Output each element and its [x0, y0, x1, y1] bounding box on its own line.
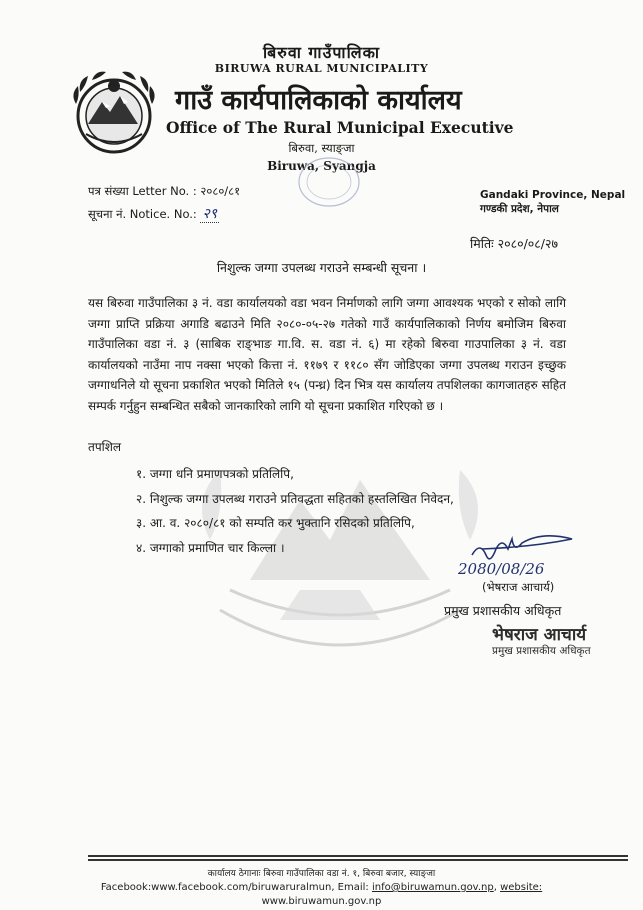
office-name-english: Office of The Rural Municipal Executive: [166, 118, 514, 137]
office-seal-icon: [296, 155, 362, 209]
list-item: ३. आ. व. २०८०/८१ को सम्पति कर भुक्तानि रसिदको प्रतिलिपि,: [136, 516, 415, 530]
signature-date: 2080/08/26: [458, 560, 545, 578]
footer-website-link[interactable]: www.biruwamun.gov.np: [261, 896, 382, 907]
letter-no-label: पत्र संख्या Letter No. :: [88, 184, 197, 198]
signatory-title: प्रमुख प्रशासकीय अधिकृत: [444, 603, 562, 618]
footer-facebook: Facebook:www.facebook.com/biruwaruralmun, Email:: [100, 882, 372, 893]
letter-reference-block: [88, 180, 240, 226]
province-nepali: गण्डकी प्रदेश, नेपाल: [480, 203, 559, 215]
municipality-name-nepali: बिरुवा गाउँपालिका: [262, 43, 381, 62]
letter-no-value: २०८०/८१: [200, 184, 241, 198]
list-item: १. जग्गा धनि प्रमाणपत्रको प्रतिलिपि,: [136, 467, 294, 481]
footer-contact: Facebook:www.facebook.com/biruwaruralmun, Email: info@biruwamun.gov.np, website:: [100, 882, 543, 893]
list-item: २. निशुल्क जग्गा उपलब्ध गराउने प्रतिवद्धता सहितको हस्तलिखित निवेदन,: [136, 491, 454, 506]
footer-email-link[interactable]: info@biruwamun.gov.np: [371, 882, 494, 893]
place-english: Biruwa, Syangja: [267, 159, 376, 173]
notice-date: मितिः २०८०/०८/२७: [470, 236, 558, 251]
stamp-signatory-title: प्रमुख प्रशासकीय अधिकृत: [492, 645, 591, 657]
office-name-nepali: गाउँ कार्यपालिकाको कार्यालय: [175, 85, 462, 116]
place-nepali: बिरुवा, स्याङ्जा: [288, 141, 355, 155]
notice-body: [88, 293, 566, 417]
footer-divider: [88, 859, 628, 861]
notice-no-value: २९: [202, 206, 218, 222]
footer-address: कार्यालय ठेगानाः बिरुवा गाउँपालिका वडा नं. १, बिरुवा बजार, स्याङ्जा: [207, 869, 436, 879]
signatory-name: (भेषराज आचार्य): [482, 580, 555, 594]
province-english: Gandaki Province, Nepal: [480, 189, 626, 201]
tapasil-label: तपशिल: [88, 440, 122, 454]
province-block: [480, 188, 625, 216]
municipality-name-english: BIRUWA RURAL MUNICIPALITY: [214, 62, 429, 75]
list-item: ४. जग्गाको प्रमाणित चार किल्ला ।: [136, 540, 285, 555]
footer-divider: [88, 855, 628, 857]
stamp-signatory-name: भेषराज आचार्य: [492, 625, 587, 645]
notice-body-paragraph: यस बिरुवा गाउँपालिका ३ नं. वडा कार्यालयको वडा भवन निर्माणको लागि जग्गा आवश्यक भएको र सोको लागि जग्गा प्राप्ति प्रक्रिया अगाडि बढाउने मिति २०८०-०५-२७ गतेको गाउँ कार्यपालिकाको निर्णय बमोजिम बिरुवा गाउँपालिका वडा नं. ३ (साबिक राङ्भाङ गा.वि. स. वडा नं. ६) मा रहेको बिरुवा गाउपालिका ३ नं. वडा कार्यालयको नाउँमा नाप नक्सा भएको कित्ता नं. ११७९ र ११८० सँग जोडिएका जग्गा उपलब्ध गराउन इच्छुक जग्गाधनिले यो सूचना प्रकाशित भएको मितिले १५ (पन्ध्र) दिन भित्र यस कार्यालय तपशिलका कागजातहरु सहित सम्पर्क गर्नुहुन सम्बन्धित सबैको जानकारिको लागि यो सूचना प्रकाशित गरिएको छ ।: [88, 296, 566, 413]
notice-subject: निशुल्क जग्गा उपलब्ध गराउने सम्बन्धी सूचना ।: [216, 260, 427, 275]
required-documents-list: [136, 462, 454, 560]
notice-no-label: सूचना नं. Notice. No.:: [88, 207, 197, 221]
footer-website-label: website:: [500, 882, 543, 893]
